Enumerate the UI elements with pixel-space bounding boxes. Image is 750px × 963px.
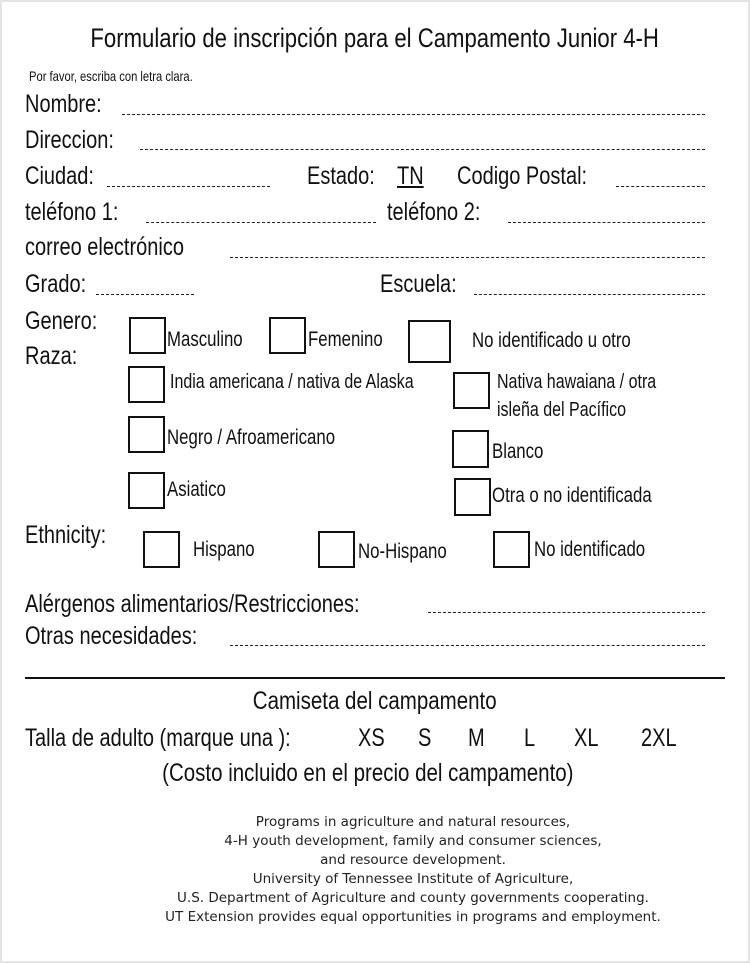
direccion-label: Direccion: (25, 126, 114, 154)
codigo-postal-label: Codigo Postal: (457, 162, 588, 190)
footer-line: and resource development. (320, 852, 506, 868)
otras-necesidades-label: Otras necesidades: (25, 622, 198, 650)
negro-checkbox[interactable] (128, 416, 165, 453)
direccion-input[interactable] (140, 149, 705, 150)
footer-line: U.S. Department of Agriculture and county governments cooperating. (177, 890, 649, 906)
raza-otra-label: Otra o no identificada (492, 484, 652, 507)
shirt-size-label: Talla de adulto (marque una ): (25, 724, 291, 752)
form-title (0, 25, 750, 52)
masculino-checkbox[interactable] (129, 317, 166, 354)
escuela-input[interactable] (474, 294, 705, 295)
india-americana-label: India americana / nativa de Alaska (170, 371, 414, 393)
ethnicity-label: Ethnicity: (25, 521, 107, 549)
form-title-text: Formulario de inscripción para el Campamento Junior 4-H (90, 23, 660, 53)
footer-line: 4-H youth development, family and consumer sciences, (224, 833, 602, 849)
masculino-label: Masculino (167, 328, 243, 351)
escuela-label: Escuela: (380, 270, 457, 298)
alergenos-input[interactable] (428, 612, 705, 613)
raza-otra-checkbox[interactable] (454, 478, 491, 516)
correo-input[interactable] (230, 257, 705, 258)
nombre-input[interactable] (122, 114, 705, 115)
nativa-hawaiana-checkbox[interactable] (453, 372, 490, 409)
estado-label: Estado: (307, 162, 375, 190)
footer (38, 813, 750, 927)
estado-value: TN (397, 162, 424, 190)
hispano-label: Hispano (193, 538, 255, 561)
section-divider (25, 677, 725, 679)
asiatico-checkbox[interactable] (128, 472, 165, 509)
shirt-cost-note-text: (Costo incluido en el precio del campamento) (162, 759, 574, 787)
femenino-label: Femenino (308, 328, 383, 351)
footer-line: UT Extension provides equal opportunities in programs and employment. (165, 909, 661, 925)
ciudad-input[interactable] (107, 186, 270, 187)
genero-otro-checkbox[interactable] (408, 320, 451, 363)
footer-line: University of Tennessee Institute of Agriculture, (252, 871, 574, 887)
size-s[interactable]: S (418, 724, 432, 752)
asiatico-label: Asiatico (167, 478, 226, 501)
nativa-hawaiana-label: Nativa hawaiana / otra (497, 371, 657, 393)
no-hispano-label: No-Hispano (358, 540, 447, 563)
no-hispano-checkbox[interactable] (318, 531, 355, 568)
india-americana-checkbox[interactable] (128, 366, 165, 403)
ciudad-label: Ciudad: (25, 162, 94, 190)
shirt-heading-text: Camiseta del campamento (253, 687, 497, 715)
shirt-heading (0, 689, 750, 714)
femenino-checkbox[interactable] (269, 317, 306, 354)
blanco-label: Blanco (492, 440, 544, 463)
correo-label: correo electrónico (25, 233, 184, 261)
otras-necesidades-input[interactable] (230, 645, 705, 646)
instruction-text: Por favor, escriba con letra clara. (29, 68, 193, 84)
size-m[interactable]: M (468, 724, 485, 752)
genero-otro-label: No identificado u otro (472, 329, 631, 352)
shirt-cost-note (0, 761, 743, 786)
footer-line: Programs in agriculture and natural resources, (255, 814, 571, 830)
raza-label: Raza: (25, 342, 78, 370)
codigo-postal-input[interactable] (616, 186, 705, 187)
ethnicity-no-identificado-label: No identificado (534, 538, 646, 561)
telefono1-label: teléfono 1: (25, 198, 119, 226)
grado-input[interactable] (96, 294, 194, 295)
size-l[interactable]: L (524, 724, 536, 752)
telefono1-input[interactable] (146, 222, 376, 223)
size-2xl[interactable]: 2XL (641, 724, 677, 752)
nombre-label: Nombre: (25, 90, 102, 118)
size-xs[interactable]: XS (358, 724, 385, 752)
negro-label: Negro / Afroamericano (167, 426, 336, 449)
telefono2-input[interactable] (508, 222, 705, 223)
ethnicity-no-identificado-checkbox[interactable] (493, 531, 530, 568)
nativa-hawaiana-label-2: isleña del Pacífico (497, 399, 626, 421)
size-xl[interactable]: XL (574, 724, 599, 752)
genero-label: Genero: (25, 307, 98, 335)
grado-label: Grado: (25, 270, 87, 298)
hispano-checkbox[interactable] (143, 531, 180, 568)
telefono2-label: teléfono 2: (387, 198, 481, 226)
alergenos-label: Alérgenos alimentarios/Restricciones: (25, 590, 360, 618)
blanco-checkbox[interactable] (452, 430, 489, 468)
